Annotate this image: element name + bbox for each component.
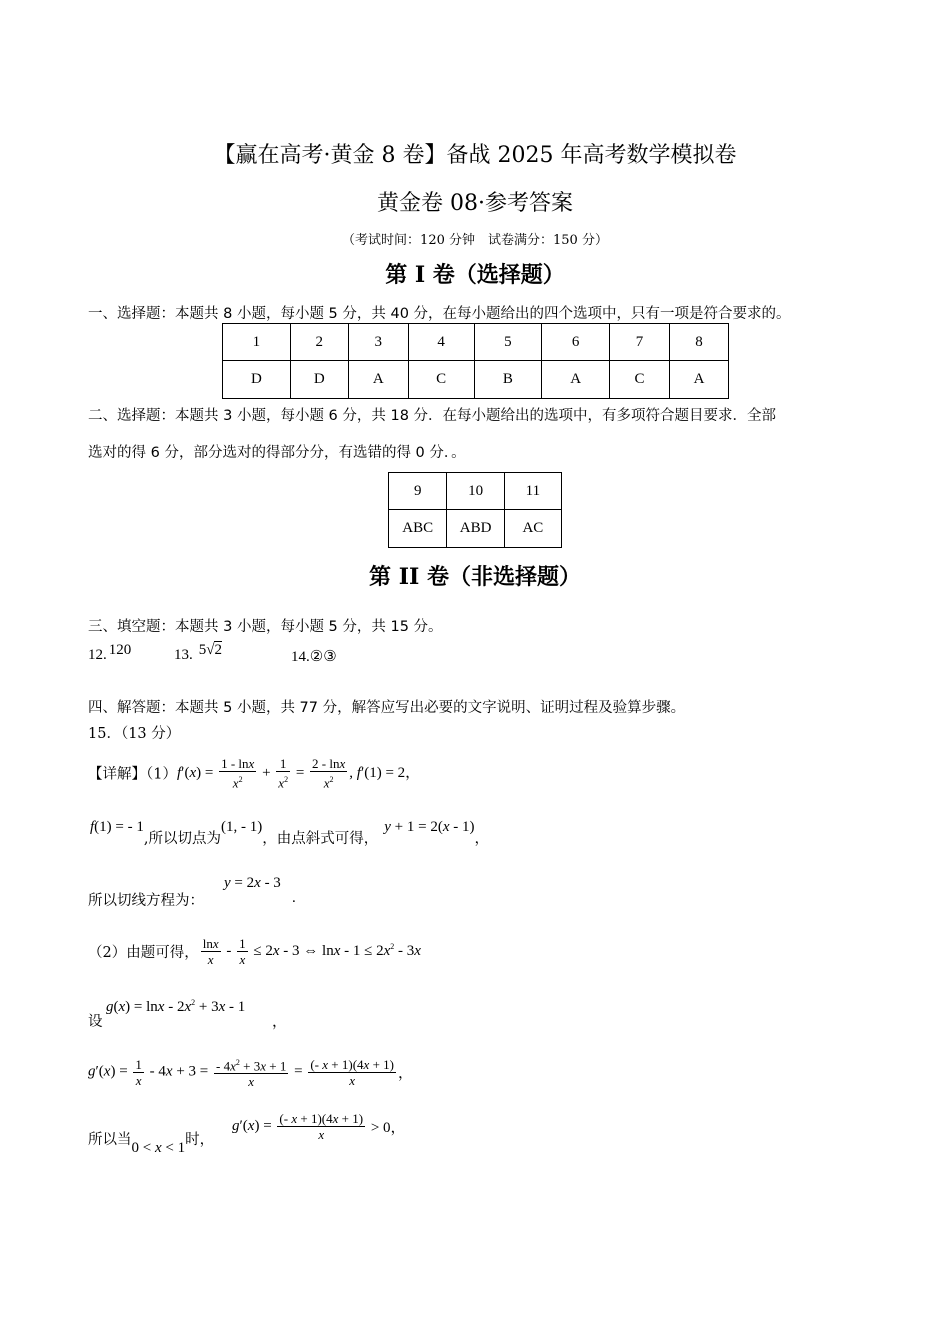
comma: ， [272,1014,288,1030]
answer-table-2 [388,472,562,548]
exam-meta: （考试时间：120 分钟 试卷满分：150 分） [342,233,608,248]
table-cell: A [669,361,728,399]
table-cell: A [348,361,408,399]
answer-13-label: 13. [174,647,193,663]
table-cell: 2 [290,324,348,361]
section1-instructions: 一、选择题：本题共 8 小题，每小题 5 分，共 40 分，在每小题给出的四个选项中，只有一项是符合要求的。 [88,306,791,322]
range-formula: 0 < x < 1 [131,1140,186,1156]
solution-line-4 [88,936,421,967]
table-cell: 6 [542,324,610,361]
period: . [292,890,296,906]
table-cell: 8 [669,324,728,361]
answer-14: 14.②③ [291,649,337,665]
solution-line-3 [88,889,204,910]
table-cell: 5 [474,324,542,361]
tangent-line-formula: y = 2x - 3 [224,875,281,891]
section4-instructions: 四、解答题：本题共 5 小题，共 77 分，解答应写出必要的文字说明、证明过程及验算步骤。 [88,700,686,716]
tangent-point: (1, - 1) [220,819,263,835]
table-row [389,510,562,548]
table-cell: D [290,361,348,399]
table-cell: 1 [223,324,291,361]
inequality-formula: $\frac{\ln x}{x}$ - $\frac{1}{x}$ ≤ 2x - 3 ⇔ $\ln x - 1 \le 2x^2 - 3x$ [202,936,421,967]
question-15-heading: 15．（13 分） [88,726,181,742]
part2-title: 第 II 卷（非选择题） [369,564,581,590]
section3-instructions: 三、填空题：本题共 3 小题，每小题 5 分，共 15 分。 [88,619,443,635]
part2-label: （2）由题可得， [88,945,199,961]
solution-line-last [88,1128,215,1156]
document-title: 【赢在高考·黄金 8 卷】备战 2025 年高考数学模拟卷 [213,143,737,168]
f-value: f(1) = - 1 [90,819,144,835]
so-when-text: 所以当 [88,1132,132,1148]
answer-12-value: 120 [108,642,132,658]
table-cell: 4 [408,324,474,361]
table-cell: ABC [389,510,447,548]
detail-label: 【详解】（1） [88,766,177,783]
table-cell: 3 [348,324,408,361]
table-row [223,361,729,399]
part1-title: 第 I 卷（选择题） [385,262,565,288]
answer-13-radicand: 2 [214,642,222,658]
table-row [389,473,562,510]
table-cell: ABD [447,510,504,548]
point-slope-formula: y + 1 = 2(x - 1) [384,819,475,835]
section2-instructions-line1: 二、选择题：本题共 3 小题，每小题 6 分，共 18 分．在每小题给出的选项中，有多项符合题目要求．全部 [88,408,777,424]
g-derivative-positive: g′(x) = $\frac{(- x + 1)(4x + 1)}{x}$ > 0， [232,1111,406,1142]
solution-line-1 [88,756,420,790]
table-cell: C [610,361,670,399]
table-cell: AC [504,510,561,548]
table-cell: D [223,361,291,399]
answer-12-label: 12. [88,647,107,663]
point-slope-text: ，由点斜式可得， [262,831,379,847]
g-definition: $g(x) = \ln x - 2x^2 + 3x - 1$ [106,998,246,1015]
tangent-point-text: ,所以切点为 [143,831,221,847]
let-label: 设 [88,1014,103,1030]
table-row [223,324,729,361]
document-subtitle: 黄金卷 08·参考答案 [377,191,573,216]
comma: ， [474,831,489,847]
g-derivative-formula: g′(x) = $\frac{1}{x}$ - 4x + 3 = $\frac{- 4x^2 + 3x + 1}{x}$ = $\frac{(- x + 1)(4x + 1)}{x}$ ， [88,1056,413,1090]
tangent-line-text: 所以切线方程为： [88,893,204,909]
table-cell: B [474,361,542,399]
table-cell: A [542,361,610,399]
when-text: 时， [185,1132,215,1148]
answer-12 [88,642,132,664]
solution-line-2 [90,815,489,847]
answer-13-value: 5√2 [198,642,222,658]
table-cell: C [408,361,474,399]
answer-13-coefficient: 5 [198,642,207,658]
table-cell: 10 [447,473,504,510]
answer-13 [174,642,222,664]
table-cell: 11 [504,473,561,510]
answer-table-1 [222,323,729,399]
derivative-formula: f′(x) = $\frac{1 - \ln x}{x^2}$ + $\frac{1}{x^2}$ = $\frac{2 - \ln x}{x^2}$ , f′(1) = 2， [176,756,421,791]
table-cell: 9 [389,473,447,510]
section2-instructions-line2: 选对的得 6 分，部分选对的得部分分，有选错的得 0 分．。 [88,445,466,461]
table-cell: 7 [610,324,670,361]
